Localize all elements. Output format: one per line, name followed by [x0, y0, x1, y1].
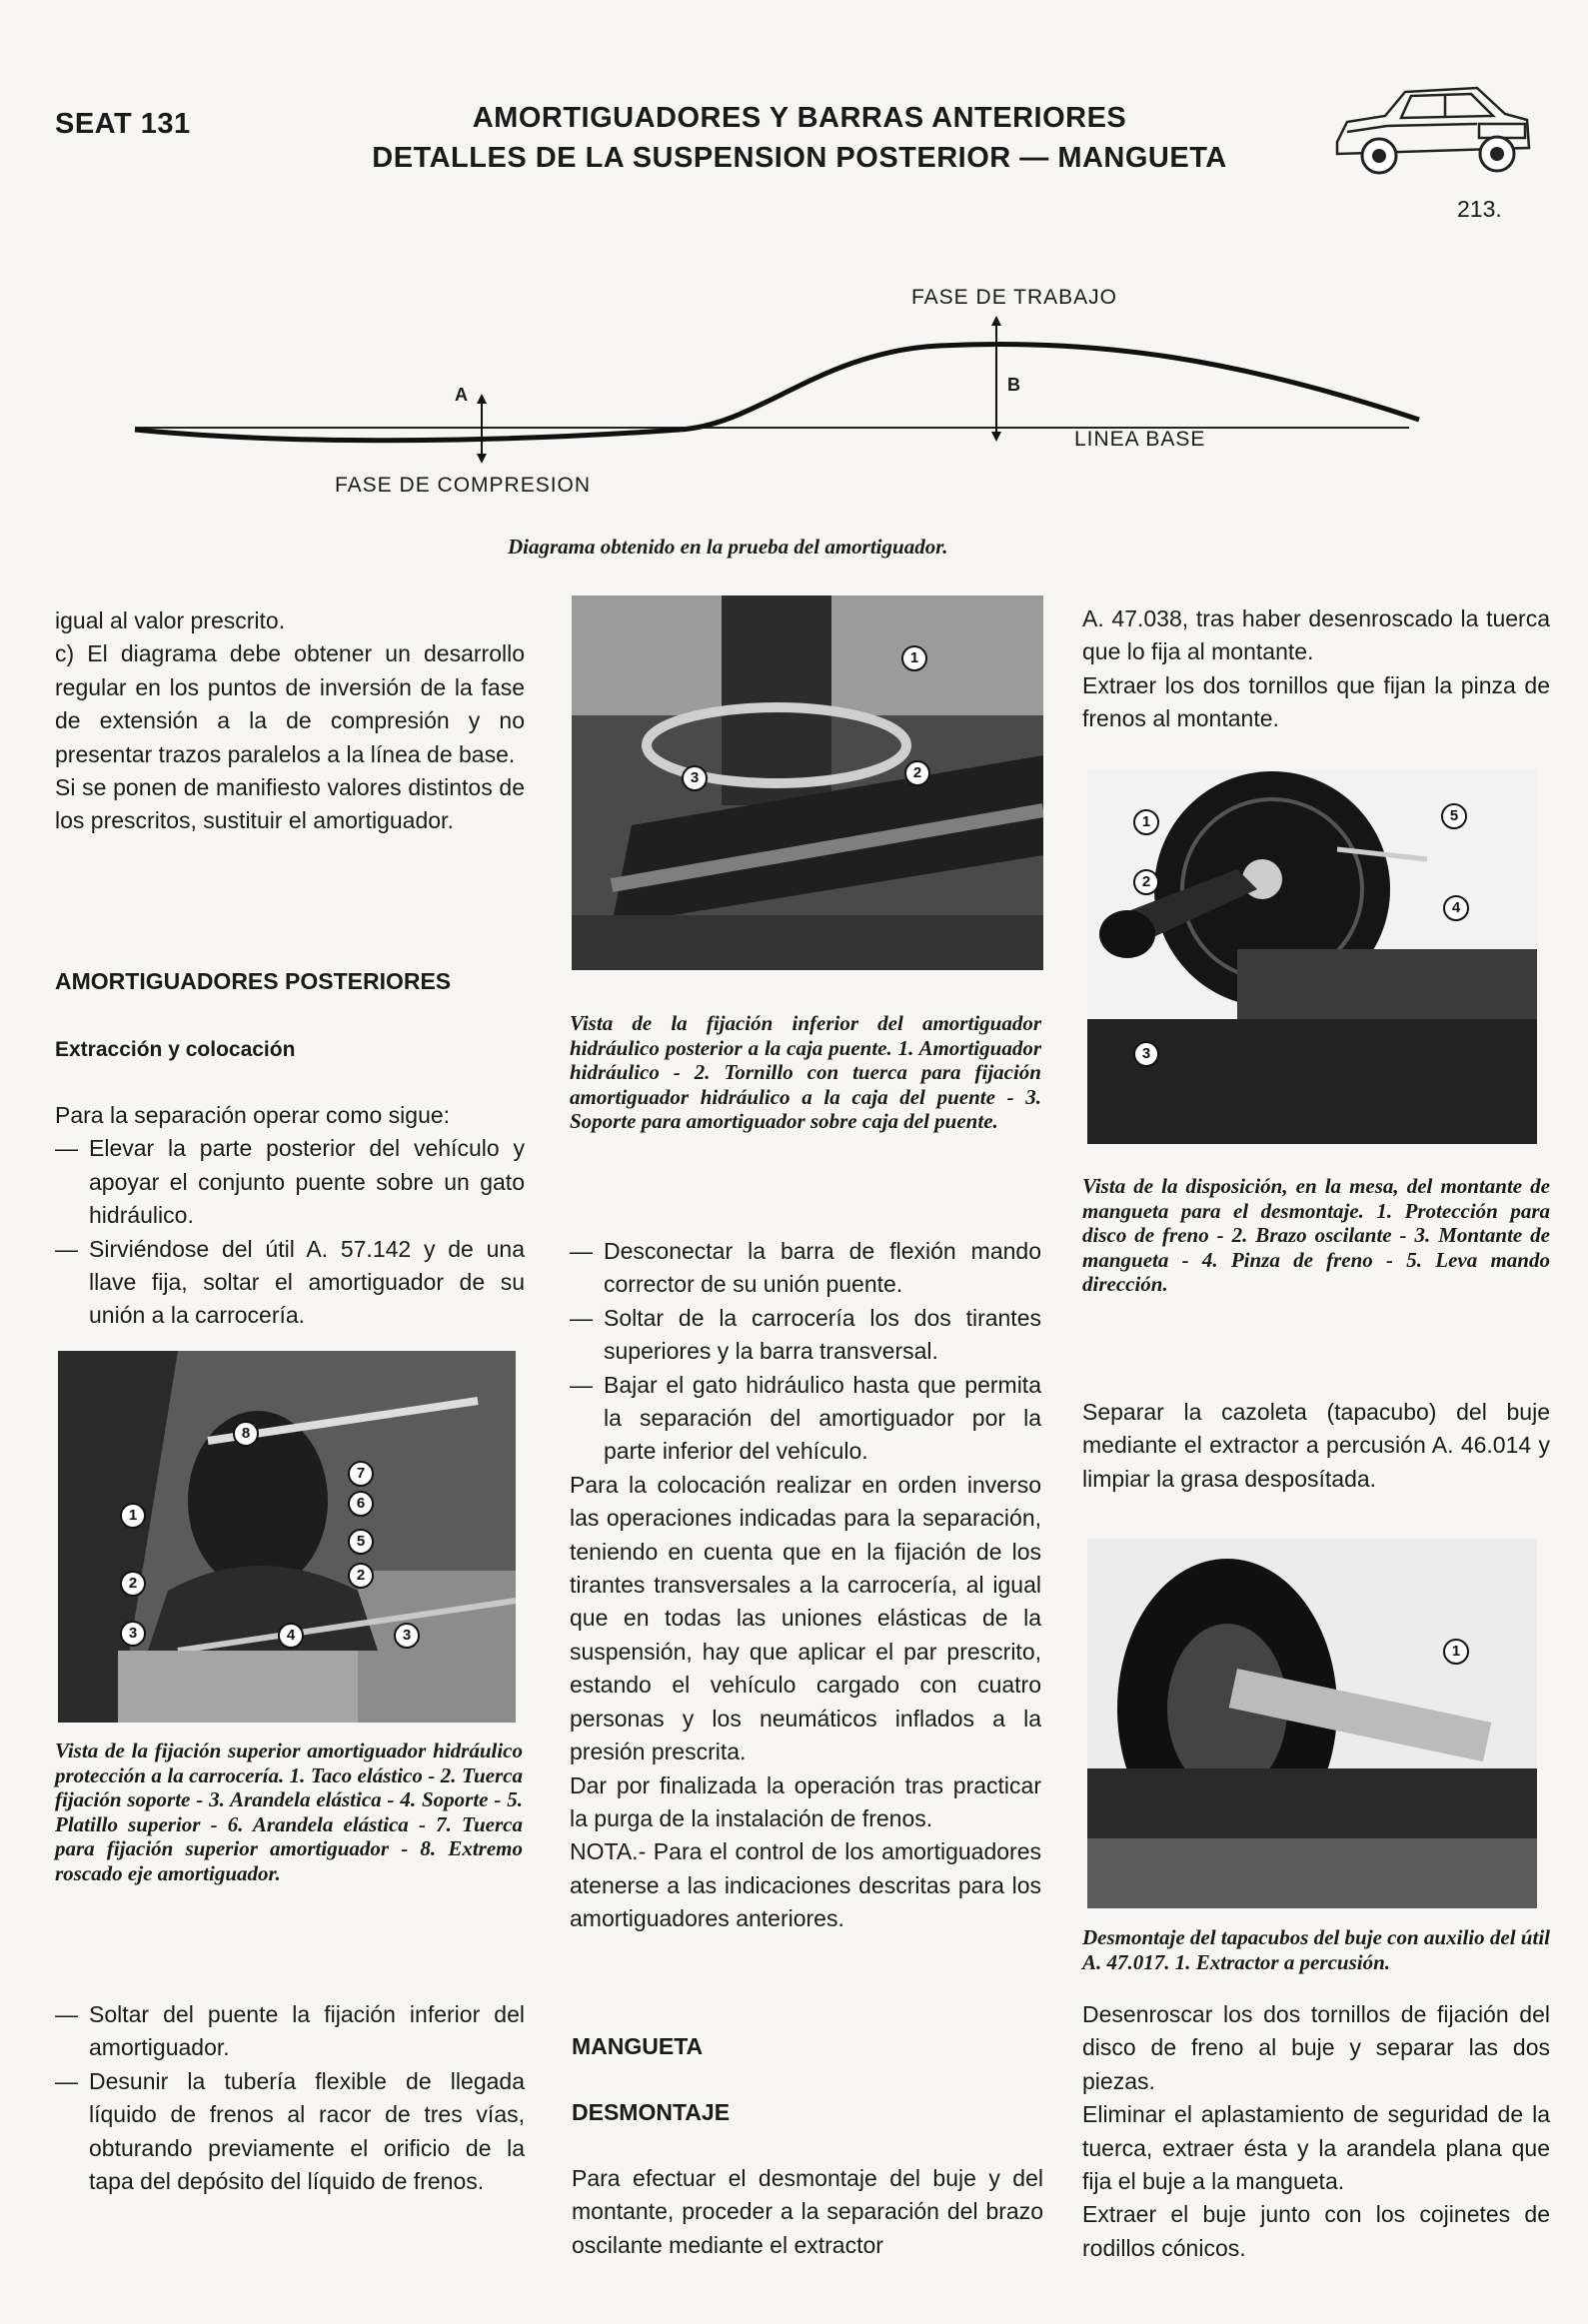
list-item: — Desconectar la barra de flexión mando corrector de su unión puente. — [570, 1238, 1041, 1298]
section-heading: MANGUETA — [572, 2033, 704, 2059]
shock-absorber-diagram — [120, 290, 1439, 520]
column-3-bottom — [1082, 1998, 1550, 2265]
callout-number: 3 — [682, 765, 708, 791]
list-item: — Soltar del puente la fijación inferior del amortiguador. — [55, 2001, 525, 2061]
section-heading: DESMONTAJE — [572, 2099, 731, 2125]
column-1-bottom — [55, 1998, 525, 2198]
diagram-label-base: LINEA BASE — [1074, 428, 1206, 451]
paragraph: Si se ponen de manifiesto valores distintos de los prescritos, sustituir el amortiguador. — [55, 774, 525, 834]
paragraph: Eliminar el aplastamiento de seguridad de la tuerca, extraer ésta y la arandela plana que fija el buje a la mangueta. — [1082, 2101, 1550, 2195]
column-3-top — [1082, 602, 1550, 736]
paragraph: Extraer el buje junto con los cojinetes de rodillos cónicos. — [1082, 2201, 1550, 2261]
paragraph: Para efectuar el desmontaje del buje y del montante, proceder a la separación del brazo oscilante mediante el extractor — [572, 2165, 1043, 2258]
photo-caption: Vista de la fijación superior amortiguador hidráulico protección a la carrocería. 1. Taco elástico - 2. Tuerca fijación soporte - 3. Arandela elástica - 4. Soporte - 5. Platillo superior - 6. Arandela elástica - 7. Tuerca para fijación superior amortiguador - 8. Extremo roscado eje amortiguador. — [55, 1739, 523, 1885]
column-1-steps — [55, 1099, 525, 1333]
diagram-label-a: A — [455, 385, 468, 405]
page-title-line2: DETALLES DE LA SUSPENSION POSTERIOR — MANGUETA — [372, 142, 1227, 174]
callout-number: 4 — [1443, 895, 1469, 921]
car-model: SEAT 131 — [55, 108, 191, 140]
page-number: 213. — [1457, 196, 1502, 222]
paragraph: Para la colocación realizar en orden inverso las operaciones indicadas para la separación, teniendo en cuenta que en la fijación de los tirantes transversales a la carrocería, al igual que en todas las uniones elásticas de la suspensión, hay que aplicar el par prescrito, estando el vehículo cargado con cuatro personas y los neumáticos inflados a la presión prescrita. — [570, 1471, 1041, 1765]
callout-number: 2 — [120, 1571, 146, 1597]
photo-caption: Vista de la fijación inferior del amortiguador hidráulico posterior a la caja puente. 1. Amortiguador hidráulico - 2. Tornillo con tuerca para fijación amortiguador hidráulico a la caja del puente - 3. Soporte para amortiguador sobre caja del puente. — [570, 1011, 1041, 1133]
paragraph: igual al valor prescrito. — [55, 607, 286, 633]
list-item: — Soltar de la carrocería los dos tirantes superiores y la barra transversal. — [570, 1304, 1041, 1365]
callout-number: 2 — [1133, 869, 1159, 895]
callout-number: 1 — [1443, 1639, 1469, 1665]
callout-number: 5 — [1441, 803, 1467, 829]
callout-number: 5 — [348, 1529, 374, 1555]
diagram-label-b: B — [1007, 375, 1020, 395]
list-item: — Desunir la tubería flexible de llegada líquido de frenos al racor de tres vías, obturando previamente el orificio de la tapa del depósito del líquido de frenos. — [55, 2067, 525, 2195]
list-item: — Bajar el gato hidráulico hasta que permita la separación del amortiguador por la parte inferior del vehículo. — [570, 1371, 1041, 1465]
paragraph: Separar la cazoleta (tapacubo) del buje mediante el extractor a percusión A. 46.014 y limpiar la grasa desposítada. — [1082, 1399, 1550, 1492]
callout-number: 3 — [120, 1621, 146, 1647]
callout-number: 4 — [278, 1623, 304, 1649]
paragraph: Desenroscar los dos tornillos de fijación del disco de freno al buje y separar las dos piezas. — [1082, 2001, 1550, 2094]
photo-hub-assembly — [1087, 769, 1537, 1144]
callout-number: 2 — [348, 1563, 374, 1589]
photo-hub-cap-removal — [1087, 1539, 1537, 1908]
page-title-line1: AMORTIGUADORES Y BARRAS ANTERIORES — [472, 102, 1127, 134]
paragraph: NOTA.- Para el control de los amortiguadores atenerse a las indicaciones descritas para los amortiguadores anteriores. — [570, 1838, 1041, 1932]
callout-number: 1 — [1133, 809, 1159, 835]
callout-number: 6 — [348, 1491, 374, 1517]
paragraph: Extraer los dos tornillos que fijan la pinza de frenos al montante. — [1082, 671, 1550, 732]
diagram-label-bottom: FASE DE COMPRESION — [335, 474, 592, 497]
subsection-heading: Extracción y colocación — [55, 1038, 296, 1061]
diagram-caption: Diagrama obtenido en la prueba del amortiguador. — [508, 535, 948, 559]
photo-upper-mount — [58, 1351, 516, 1723]
callout-number: 1 — [901, 645, 927, 671]
list-item: — Elevar la parte posterior del vehículo y apoyar el conjunto puente sobre un gato hidráulico. — [55, 1135, 525, 1229]
callout-number: 3 — [394, 1623, 420, 1649]
paragraph: A. 47.038, tras haber desenroscado la tuerca que lo fija al montante. — [1082, 605, 1550, 665]
car-icon — [1327, 70, 1537, 195]
column-2-text — [570, 1235, 1041, 1936]
callout-number: 7 — [348, 1461, 374, 1487]
callout-number: 2 — [904, 760, 930, 786]
photo-lower-mount — [572, 595, 1043, 970]
diagram-label-top: FASE DE TRABAJO — [911, 286, 1117, 309]
callout-number: 3 — [1133, 1041, 1159, 1067]
callout-number: 1 — [120, 1503, 146, 1529]
photo-caption: Desmontaje del tapacubos del buje con auxilio del útil A. 47.017. 1. Extractor a percusión. — [1082, 1925, 1550, 1974]
callout-number: 8 — [233, 1421, 259, 1447]
list-item: — Sirviéndose del útil A. 57.142 y de una llave fija, soltar el amortiguador de su unión a la carrocería. — [55, 1235, 525, 1329]
section-heading: AMORTIGUADORES POSTERIORES — [55, 968, 452, 994]
paragraph: Dar por finalizada la operación tras practicar la purga de la instalación de frenos. — [570, 1771, 1041, 1831]
column-1-top — [55, 604, 525, 838]
paragraph: Para la separación operar como sigue: — [55, 1102, 451, 1128]
photo-caption: Vista de la disposición, en la mesa, del montante de mangueta para el desmontaje. 1. Protección para disco de freno - 2. Brazo oscilante - 3. Montante de mangueta - 4. Pinza de freno - 5. Leva mando dirección. — [1082, 1174, 1550, 1296]
paragraph: c) El diagrama debe obtener un desarrollo regular en los puntos de inversión de la fase de extensión a la de compresión y no presentar trazos paralelos a la línea de base. — [55, 640, 525, 767]
